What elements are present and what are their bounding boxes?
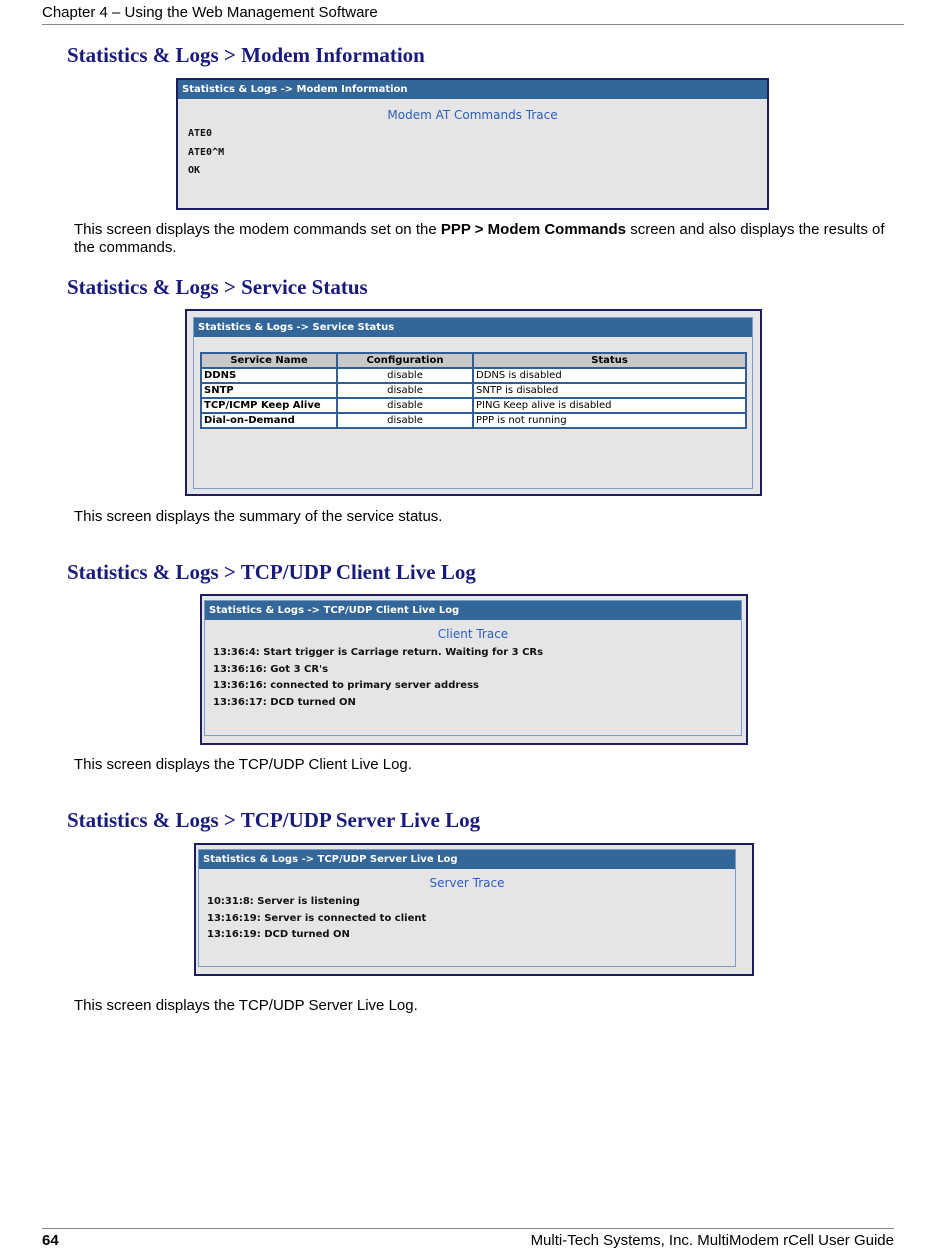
trace-line: 13:36:16: connected to primary server address	[213, 680, 479, 691]
service-status: DDNS is disabled	[473, 368, 746, 383]
modem-information-description: This screen displays the modem commands set on the PPP > Modem Commands screen and also displays the results of the commands.	[74, 221, 885, 256]
server-live-log-screenshot	[194, 843, 754, 976]
trace-title: Modem AT Commands Trace	[387, 108, 558, 122]
trace-line: 13:36:4: Start trigger is Carriage return. Waiting for 3 CRs	[213, 647, 544, 658]
trace-line: 13:36:16: Got 3 CR's	[213, 663, 329, 675]
table-row	[201, 368, 746, 383]
column-header-service-name: Service Name	[201, 353, 337, 368]
trace-line: ATE0	[188, 128, 213, 139]
table-row	[201, 383, 746, 398]
trace-line: 13:16:19: DCD turned ON	[207, 929, 350, 940]
running-footer	[42, 1228, 894, 1249]
client-trace-lines	[213, 645, 741, 711]
trace-title: Server Trace	[429, 876, 505, 890]
screen-title-bar: Statistics & Logs -> Modem Information	[178, 80, 767, 99]
guide-title: Multi-Tech Systems, Inc. MultiModem rCell User Guide	[530, 1232, 894, 1249]
section-heading-modem-information: Statistics & Logs > Modem Information	[67, 43, 425, 67]
client-live-log-description: This screen displays the TCP/UDP Client Live Log.	[74, 756, 412, 773]
service-status-screenshot	[185, 309, 762, 496]
table-row	[201, 413, 746, 428]
service-status-description: This screen displays the summary of the service status.	[74, 508, 443, 525]
service-name: SNTP	[201, 383, 337, 398]
trace-title: Client Trace	[437, 627, 509, 641]
server-live-log-description: This screen displays the TCP/UDP Server Live Log.	[74, 997, 418, 1014]
server-live-log-panel	[198, 849, 736, 967]
column-header-status: Status	[473, 353, 746, 368]
section-heading-server-live-log: Statistics & Logs > TCP/UDP Server Live Log	[67, 808, 481, 832]
service-status: PPP is not running	[473, 413, 746, 428]
trace-line: 13:36:17: DCD turned ON	[213, 696, 356, 708]
service-configuration: disable	[337, 413, 473, 428]
trace-line: 13:16:19: Server is connected to client	[207, 912, 427, 924]
client-live-log-screenshot	[200, 594, 748, 745]
section-heading-service-status: Statistics & Logs > Service Status	[67, 275, 368, 299]
menu-path: PPP > Modem Commands	[440, 221, 627, 238]
service-name: TCP/ICMP Keep Alive	[201, 398, 337, 413]
service-status: PING Keep alive is disabled	[473, 398, 746, 413]
service-configuration: disable	[337, 383, 473, 398]
table-row	[201, 398, 746, 413]
page-number: 64	[42, 1232, 59, 1249]
server-trace-lines	[207, 894, 735, 944]
service-configuration: disable	[337, 368, 473, 383]
screen-title-bar: Statistics & Logs -> Service Status	[194, 318, 752, 337]
service-status: SNTP is disabled	[473, 383, 746, 398]
service-configuration: disable	[337, 398, 473, 413]
screen-title-bar: Statistics & Logs -> TCP/UDP Client Live Log	[205, 601, 741, 620]
trace-line: OK	[188, 165, 201, 176]
client-live-log-panel	[204, 600, 742, 736]
service-status-table	[200, 352, 747, 429]
running-head: Chapter 4 – Using the Web Management Software	[42, 4, 904, 25]
service-status-panel	[193, 317, 753, 489]
trace-line: ATE0^M	[188, 146, 225, 158]
table-header-row	[201, 353, 746, 368]
service-name: Dial-on-Demand	[201, 413, 337, 428]
section-heading-client-live-log: Statistics & Logs > TCP/UDP Client Live Log	[67, 560, 476, 584]
screen-title-bar: Statistics & Logs -> TCP/UDP Server Live Log	[199, 850, 735, 869]
modem-trace-lines	[188, 126, 767, 180]
column-header-configuration: Configuration	[337, 353, 473, 368]
modem-information-screenshot	[176, 78, 769, 210]
service-name: DDNS	[201, 368, 337, 383]
trace-line: 10:31:8: Server is listening	[207, 896, 360, 907]
